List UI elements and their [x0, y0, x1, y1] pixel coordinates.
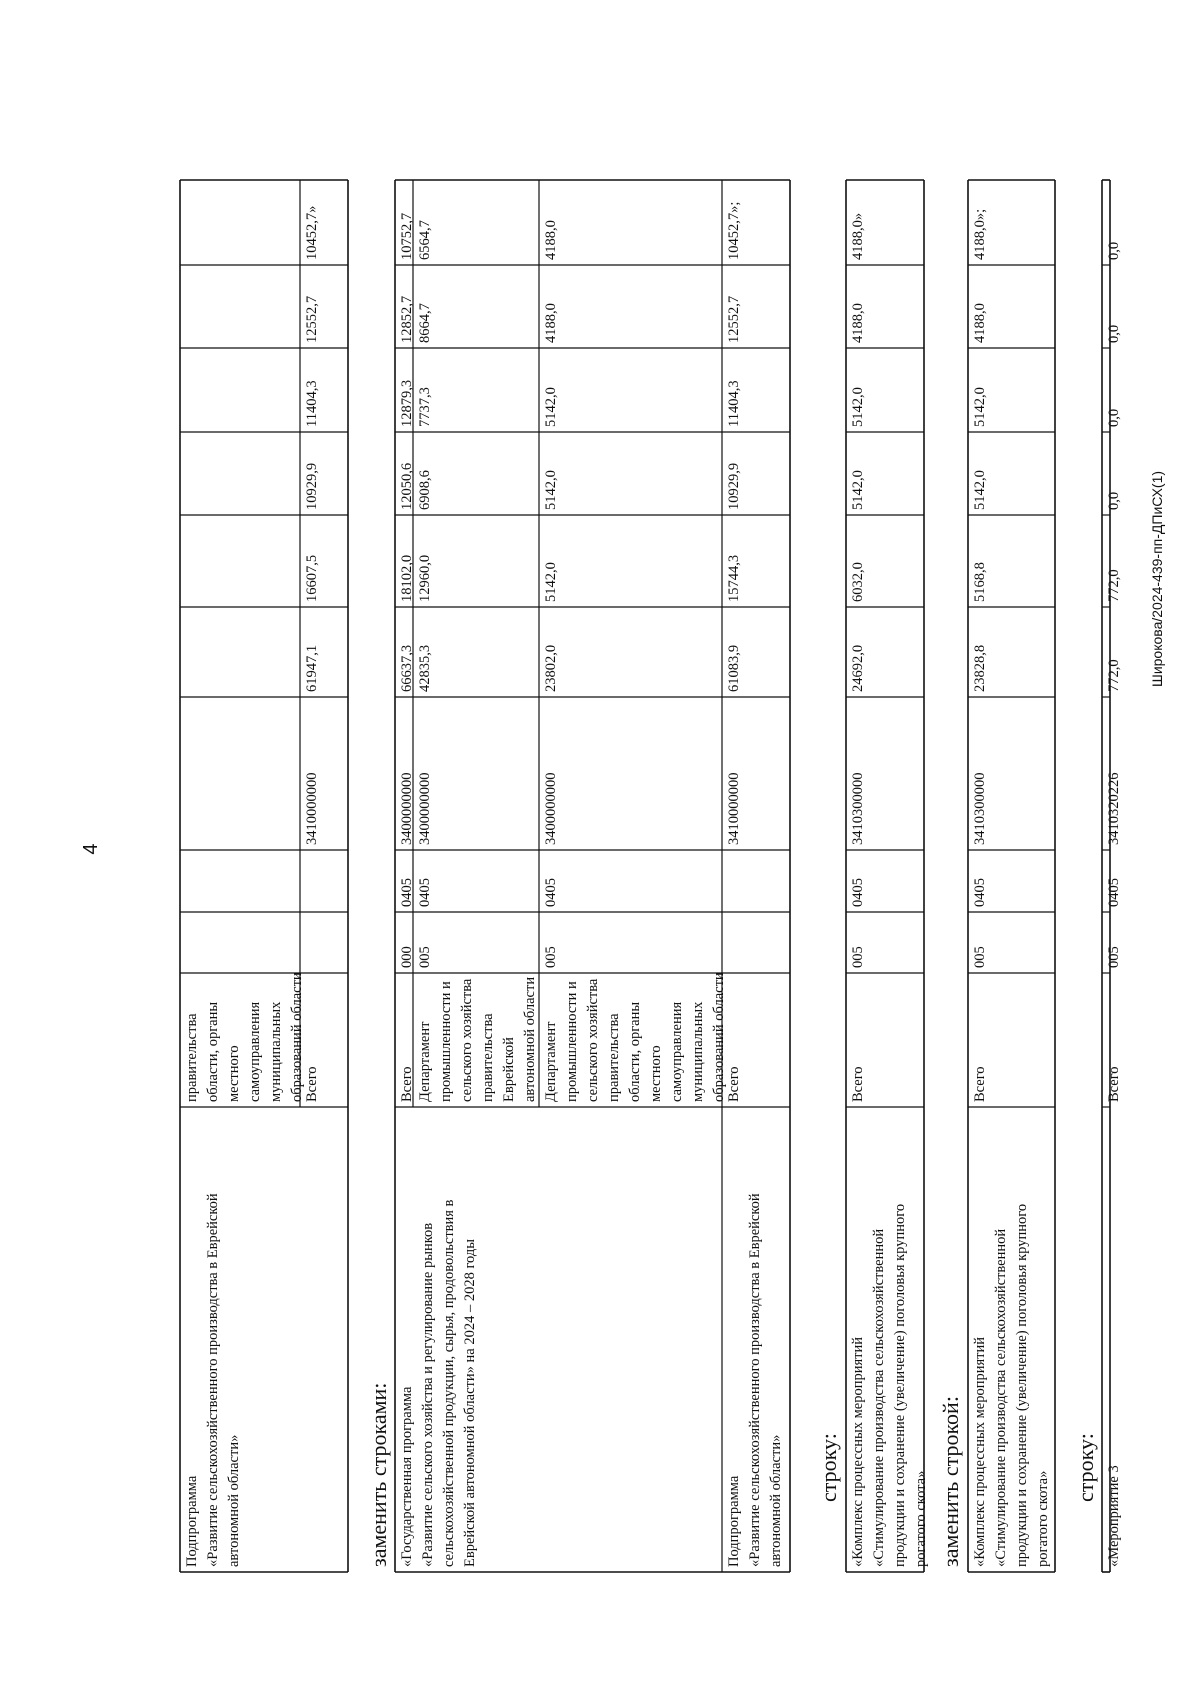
- value-cell: 5142,0: [543, 562, 559, 602]
- value-cell: 4188,0: [543, 303, 559, 343]
- program-name-line: «Государственная программа: [399, 1386, 415, 1567]
- executor-line: Департамент: [417, 1021, 433, 1102]
- value-cell: 61947,1: [304, 644, 320, 692]
- value-cell: 5142,0: [972, 470, 988, 510]
- value-cell: 0405: [1106, 878, 1122, 907]
- value-cell: 005: [417, 946, 433, 968]
- program-name-line: «Комплекс процессных мероприятий: [972, 1337, 988, 1567]
- value-cell: 12879,3: [399, 379, 415, 427]
- value-cell: 0,0: [1106, 408, 1122, 427]
- value-cell: 3410320226: [1106, 772, 1122, 845]
- value-cell: 23828,8: [972, 644, 988, 692]
- document-footer-code: Широкова/2024-439-пп-ДПиСХ(1): [1149, 470, 1165, 687]
- value-cell: 12960,0: [417, 554, 433, 602]
- value-cell: 10929,9: [726, 462, 742, 510]
- program-name-line: продукции и сохранение (увеличение) поголовья крупного: [1014, 1203, 1030, 1567]
- value-cell: 3400000000: [399, 772, 415, 845]
- value-cell: 10452,7»: [304, 205, 320, 260]
- value-cell: 10752,7: [399, 212, 415, 260]
- program-name-line: автономной области»: [768, 1434, 784, 1567]
- value-cell: 772,0: [1106, 659, 1122, 692]
- executor-line: местного: [226, 1045, 242, 1102]
- value-cell: 005: [850, 946, 866, 968]
- section-label: заменить строкой:: [938, 1396, 963, 1567]
- value-cell: 005: [543, 946, 559, 968]
- executor-line: автономной области: [522, 976, 538, 1102]
- value-cell: 8664,7: [417, 303, 433, 343]
- value-cell: 0,0: [1106, 324, 1122, 343]
- executor-line: образований области: [711, 972, 727, 1102]
- program-name-line: рогатого скота»: [1035, 1470, 1051, 1567]
- section-label: заменить строками:: [366, 1382, 391, 1567]
- value-cell: 66637,3: [399, 644, 415, 692]
- value-cell: 6564,7: [417, 220, 433, 260]
- value-cell: 18102,0: [399, 554, 415, 602]
- value-cell: 5142,0: [543, 387, 559, 427]
- value-cell: 11404,3: [304, 380, 320, 427]
- program-name-line: Еврейской автономной области» на 2024 – 2028 годы: [462, 1239, 478, 1567]
- value-cell: 5168,8: [972, 562, 988, 602]
- executor-line: самоуправления: [247, 1001, 263, 1102]
- executor-line: промышленности и: [564, 981, 580, 1102]
- value-cell: 0405: [417, 878, 433, 907]
- value-cell: 10929,9: [304, 462, 320, 510]
- executor-line: правительства: [606, 1013, 622, 1102]
- value-cell: 3410300000: [972, 772, 988, 845]
- value-cell: 5142,0: [850, 470, 866, 510]
- value-cell: 15744,3: [726, 554, 742, 602]
- value-cell: 5142,0: [972, 387, 988, 427]
- program-name-line: «Комплекс процессных мероприятий: [850, 1337, 866, 1567]
- program-name-line: рогатого скота»: [913, 1470, 929, 1567]
- executor-line: Всего: [304, 1066, 320, 1102]
- value-cell: 23802,0: [543, 644, 559, 692]
- value-cell: 5142,0: [543, 470, 559, 510]
- program-name-line: «Развитие сельского хозяйства и регулирование рынков: [420, 1222, 436, 1567]
- program-name-line: Подпрограмма: [184, 1475, 200, 1567]
- executor-line: Всего: [1106, 1066, 1122, 1102]
- program-name-line: автономной области»: [226, 1434, 242, 1567]
- value-cell: 5142,0: [850, 387, 866, 427]
- value-cell: 3410000000: [726, 772, 742, 845]
- executor-line: Еврейской: [501, 1037, 517, 1102]
- value-cell: 12552,7: [726, 295, 742, 343]
- program-name-line: «Стимулирование производства сельскохозяйственной: [871, 1228, 887, 1567]
- executor-line: муниципальных: [268, 1001, 284, 1102]
- executor-line: Всего: [972, 1066, 988, 1102]
- program-name-line: «Мероприятие 3: [1106, 1465, 1122, 1567]
- value-cell: 4188,0»;: [972, 208, 988, 260]
- value-cell: 11404,3: [726, 380, 742, 427]
- executor-line: образований области: [289, 972, 305, 1102]
- value-cell: 6032,0: [850, 562, 866, 602]
- value-cell: 005: [972, 946, 988, 968]
- value-cell: 0,0: [1106, 491, 1122, 510]
- value-cell: 10452,7»;: [726, 201, 742, 260]
- value-cell: 3400000000: [543, 772, 559, 845]
- executor-line: муниципальных: [690, 1001, 706, 1102]
- value-cell: 24692,0: [850, 644, 866, 692]
- value-cell: 0405: [543, 878, 559, 907]
- value-cell: 3410300000: [850, 772, 866, 845]
- value-cell: 4188,0: [972, 303, 988, 343]
- value-cell: 61083,9: [726, 644, 742, 692]
- value-cell: 772,0: [1106, 569, 1122, 602]
- value-cell: 6908,6: [417, 470, 433, 510]
- value-cell: 4188,0»: [850, 212, 866, 260]
- value-cell: 7737,3: [417, 387, 433, 427]
- value-cell: 16607,5: [304, 554, 320, 602]
- value-cell: 12852,7: [399, 295, 415, 343]
- value-cell: 4188,0: [850, 303, 866, 343]
- page-number: 4: [80, 843, 102, 855]
- executor-line: Всего: [726, 1066, 742, 1102]
- section-label: строку:: [1073, 1433, 1098, 1502]
- value-cell: 000: [399, 946, 415, 968]
- value-cell: 0405: [972, 878, 988, 907]
- program-name-line: «Развитие сельскохозяйственного производства в Еврейской: [747, 1193, 763, 1567]
- value-cell: 4188,0: [543, 220, 559, 260]
- section-label: строку:: [816, 1433, 841, 1502]
- value-cell: 005: [1106, 946, 1122, 968]
- program-name-line: «Стимулирование производства сельскохозяйственной: [993, 1228, 1009, 1567]
- executor-line: сельского хозяйства: [585, 978, 601, 1102]
- value-cell: 0405: [850, 878, 866, 907]
- value-cell: 3410000000: [304, 772, 320, 845]
- program-name-line: продукции и сохранение (увеличение) поголовья крупного: [892, 1203, 908, 1567]
- value-cell: 3400000000: [417, 772, 433, 845]
- executor-line: Департамент: [543, 1021, 559, 1102]
- value-cell: 42835,3: [417, 644, 433, 692]
- executor-line: области, органы: [627, 1001, 643, 1102]
- executor-line: Всего: [399, 1066, 415, 1102]
- executor-line: Всего: [850, 1066, 866, 1102]
- program-name-line: «Развитие сельскохозяйственного производства в Еврейской: [205, 1193, 221, 1567]
- executor-line: промышленности и: [438, 981, 454, 1102]
- value-cell: 0405: [399, 878, 415, 907]
- program-name-line: Подпрограмма: [726, 1475, 742, 1567]
- executor-line: местного: [648, 1045, 664, 1102]
- program-name-line: сельскохозяйственной продукции, сырья, продовольствия в: [441, 1199, 457, 1567]
- executor-line: правительства: [480, 1013, 496, 1102]
- executor-line: области, органы: [205, 1001, 221, 1102]
- executor-line: сельского хозяйства: [459, 978, 475, 1102]
- executor-line: правительства: [184, 1013, 200, 1102]
- value-cell: 12050,6: [399, 462, 415, 510]
- value-cell: 0,0: [1106, 241, 1122, 260]
- executor-line: самоуправления: [669, 1001, 685, 1102]
- value-cell: 12552,7: [304, 295, 320, 343]
